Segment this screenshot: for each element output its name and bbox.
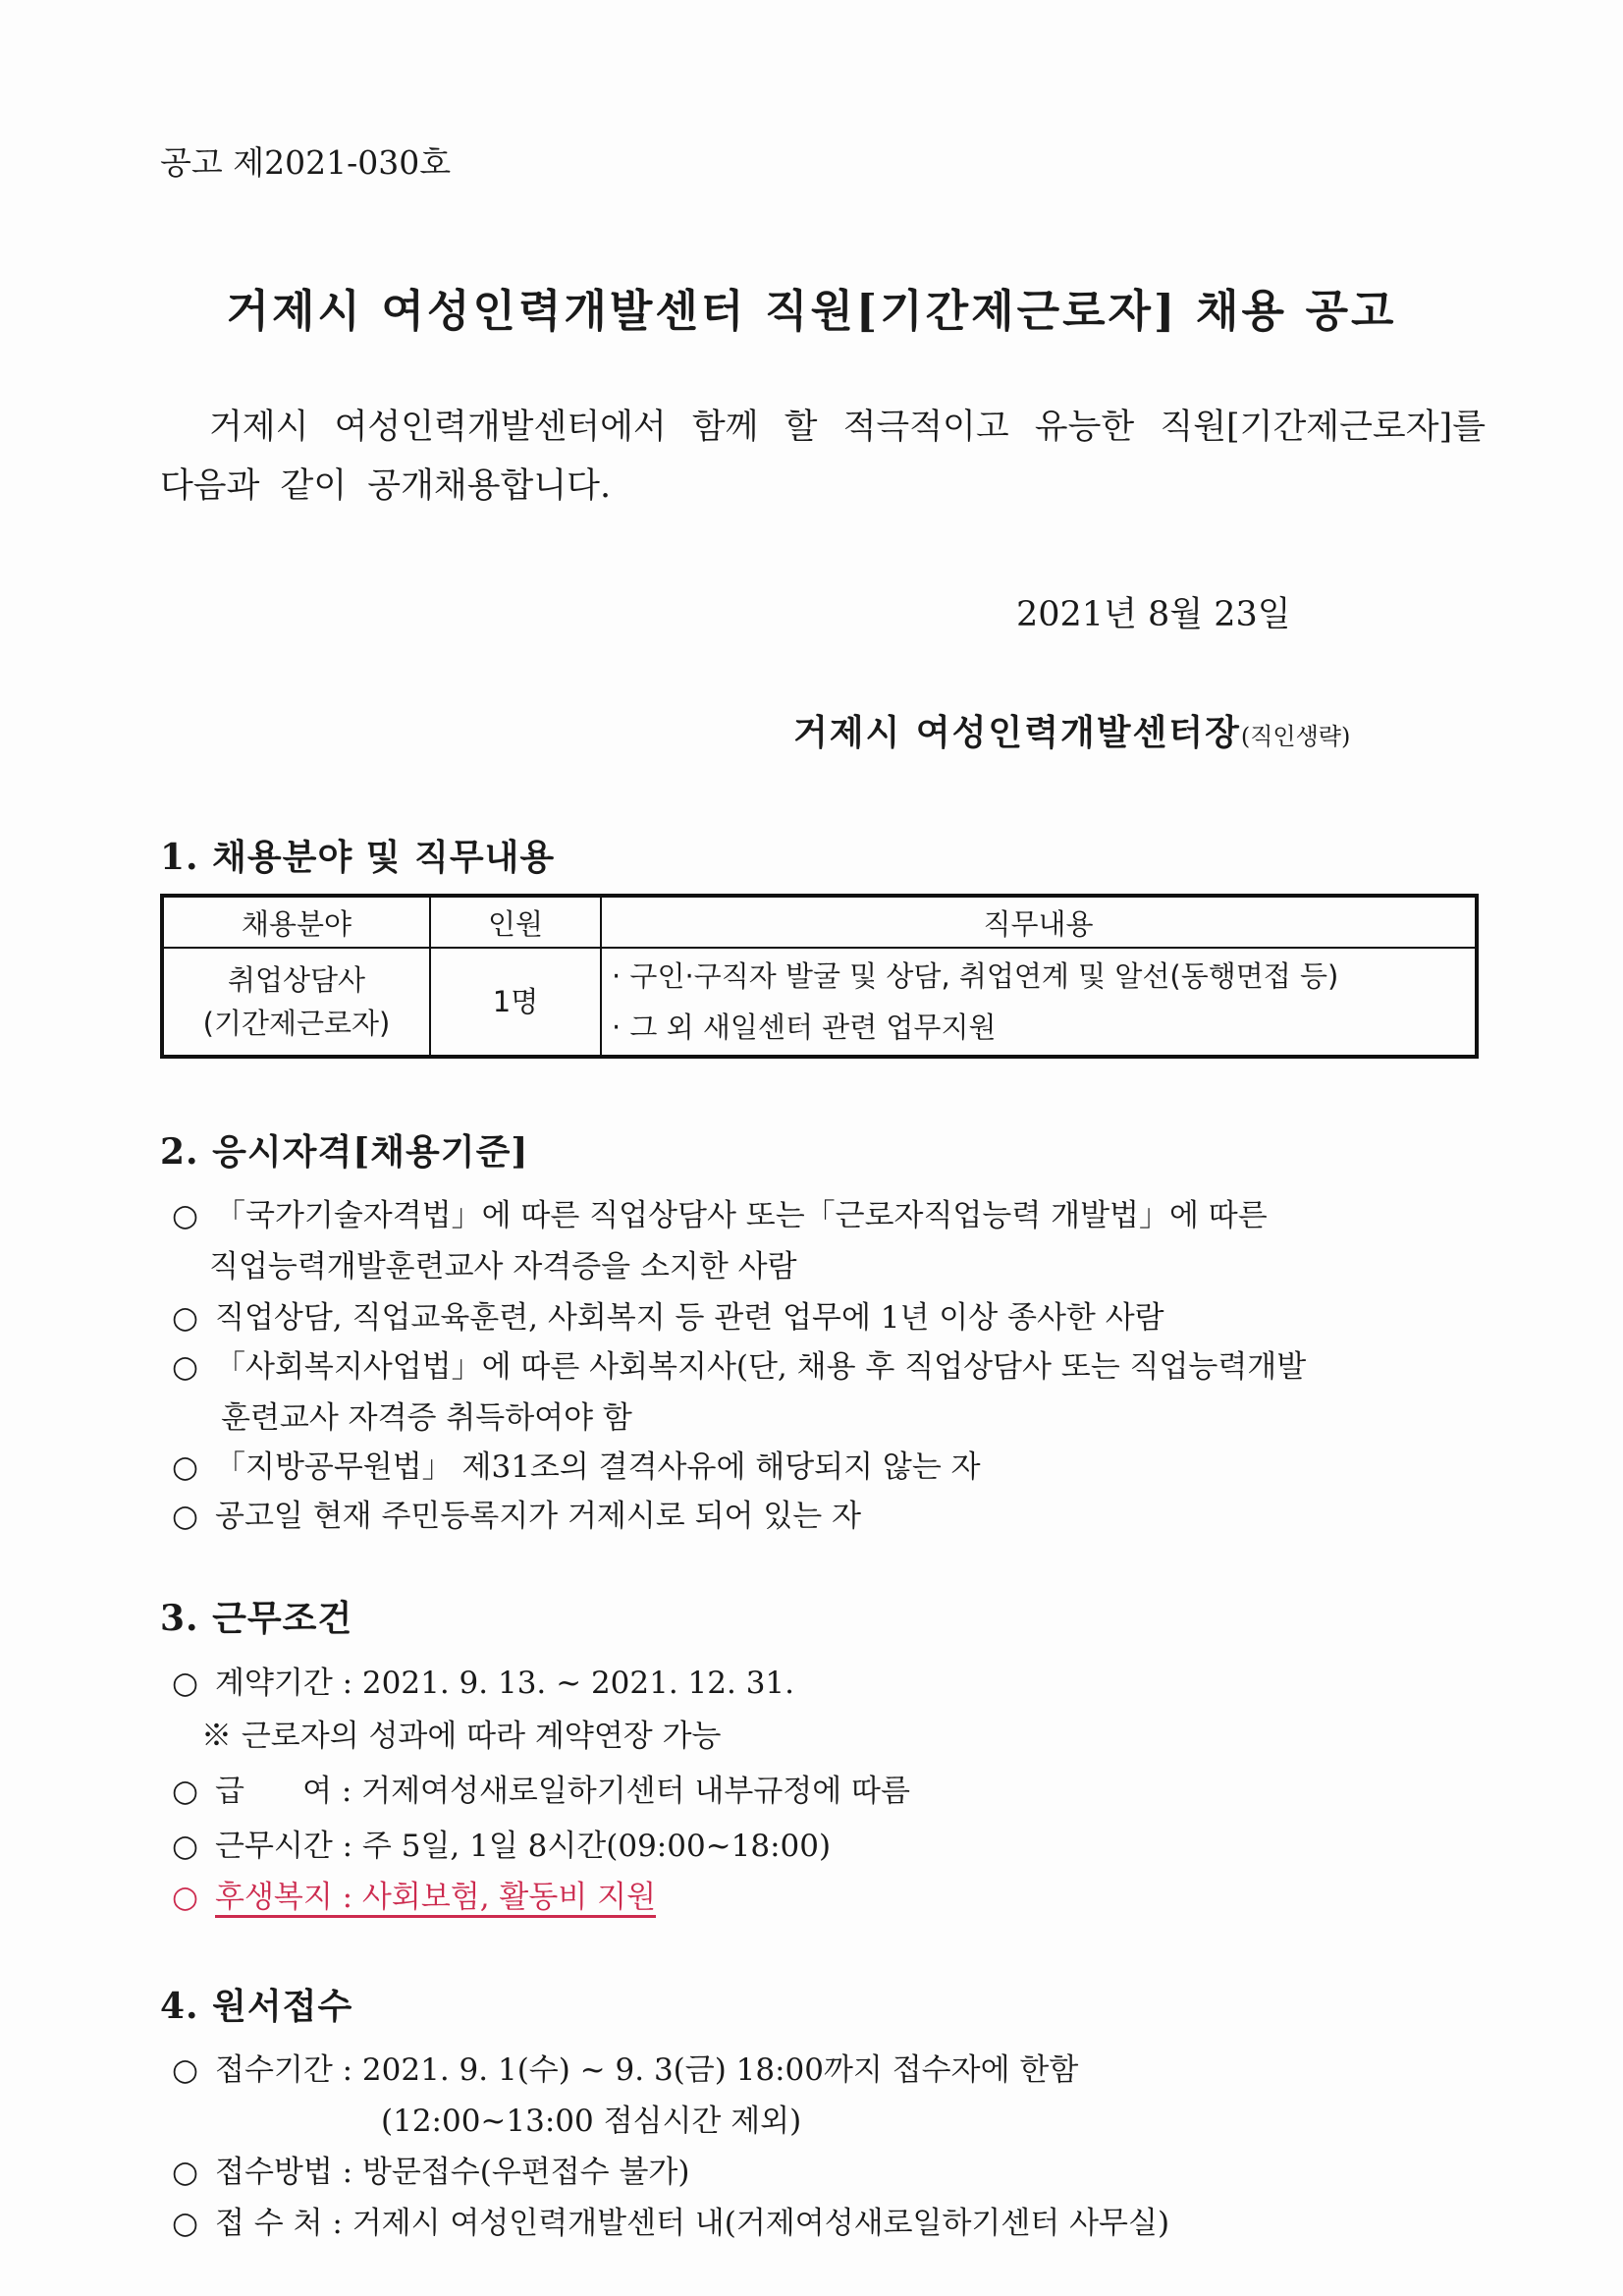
- job-field-cell: [162, 948, 430, 1057]
- contract-period: ○ 계약기간 : 2021. 9. 13. ~ 2021. 12. 31.: [172, 1666, 795, 1701]
- circle-bullet-icon: ○: [172, 2052, 199, 2088]
- circle-bullet-icon: ○: [172, 1829, 199, 1864]
- circle-bullet-icon: ○: [172, 2206, 199, 2241]
- application-period: ○ 접수기간 : 2021. 9. 1(수) ~ 9. 3(금) 18:00까지 접수자에 한함: [172, 2052, 1079, 2088]
- table-header-row: [162, 896, 1477, 948]
- job-table: [160, 894, 1479, 1059]
- notice-date: 2021년 8월 23일: [1016, 595, 1291, 634]
- job-field-title: 취업상담사: [227, 963, 366, 997]
- table-header-duties: 직무내용: [601, 896, 1477, 948]
- circle-bullet-icon: ○: [172, 1774, 199, 1809]
- job-field-type: (기간제근로자): [202, 1007, 391, 1040]
- circle-bullet-icon: ○: [172, 1198, 199, 1233]
- list-item: ○ 공고일 현재 주민등록지가 거제시로 되어 있는 자: [172, 1499, 862, 1534]
- application-place: ○ 접 수 처 : 거제시 여성인력개발센터 내(거제여성새로일하기센터 사무실): [172, 2206, 1170, 2241]
- list-item-continuation: 훈련교사 자격증 취득하여야 함: [221, 1400, 632, 1436]
- circle-bullet-icon: ○: [172, 1499, 199, 1534]
- job-duty: · 구인·구직자 발굴 및 상담, 취업연계 및 알선(동행면접 등): [612, 959, 1339, 993]
- circle-bullet-icon: ○: [172, 1349, 199, 1385]
- application-period-note: (12:00~13:00 점심시간 제외): [381, 2104, 802, 2139]
- circle-bullet-icon: ○: [172, 1300, 199, 1336]
- section2-heading: 2. 응시자격[채용기준]: [160, 1131, 529, 1173]
- list-item: ○ 「지방공무원법」 제31조의 결격사유에 해당되지 않는 자: [172, 1449, 981, 1485]
- circle-bullet-icon: ○: [172, 2155, 199, 2190]
- circle-bullet-icon: ○: [172, 1880, 199, 1915]
- section3-heading: 3. 근무조건: [160, 1598, 353, 1639]
- seal-note: (직인생략): [1240, 723, 1351, 750]
- circle-bullet-icon: ○: [172, 1449, 199, 1485]
- list-item: ○ 직업상담, 직업교육훈련, 사회복지 등 관련 업무에 1년 이상 종사한 사람: [172, 1300, 1164, 1336]
- application-method: ○ 접수방법 : 방문접수(우편접수 불가): [172, 2155, 690, 2190]
- section1-heading: 1. 채용분야 및 직무내용: [160, 837, 556, 878]
- job-count: 1명: [430, 948, 601, 1057]
- job-duty: · 그 외 새일센터 관련 업무지원: [612, 1011, 997, 1044]
- welfare: ○ 후생복지 : 사회보험, 활동비 지원: [172, 1880, 657, 1915]
- list-item-continuation: 직업능력개발훈련교사 자격증을 소지한 사람: [209, 1249, 797, 1285]
- issuer-name: 거제시 여성인력개발센터장: [793, 712, 1241, 753]
- table-row: [162, 948, 1477, 1057]
- salary: ○ 급 여 : 거제여성새로일하기센터 내부규정에 따름: [172, 1774, 910, 1809]
- section4-heading: 4. 원서접수: [160, 1986, 353, 2027]
- contract-note: ※ 근로자의 성과에 따라 계약연장 가능: [201, 1719, 722, 1754]
- issuer: [793, 705, 1350, 755]
- intro-paragraph: 거제시 여성인력개발센터에서 함께 할 적극적이고 유능한 직원[기간제근로자]를 다음과 같이 공개채용합니다.: [160, 408, 1486, 506]
- notice-number: 공고 제2021-030호: [160, 143, 452, 182]
- page-title: 거제시 여성인력개발센터 직원[기간제근로자] 채용 공고: [226, 285, 1397, 337]
- table-header-field: 채용분야: [162, 896, 430, 948]
- working-hours: ○ 근무시간 : 주 5일, 1일 8시간(09:00~18:00): [172, 1829, 832, 1864]
- list-item: ○ 「국가기술자격법」에 따른 직업상담사 또는「근로자직업능력 개발법」에 따른: [172, 1198, 1268, 1233]
- list-item: ○ 「사회복지사업법」에 따른 사회복지사(단, 채용 후 직업상담사 또는 직업능력개발: [172, 1349, 1307, 1385]
- job-duties-cell: [601, 948, 1477, 1057]
- table-header-count: 인원: [430, 896, 601, 948]
- circle-bullet-icon: ○: [172, 1666, 199, 1701]
